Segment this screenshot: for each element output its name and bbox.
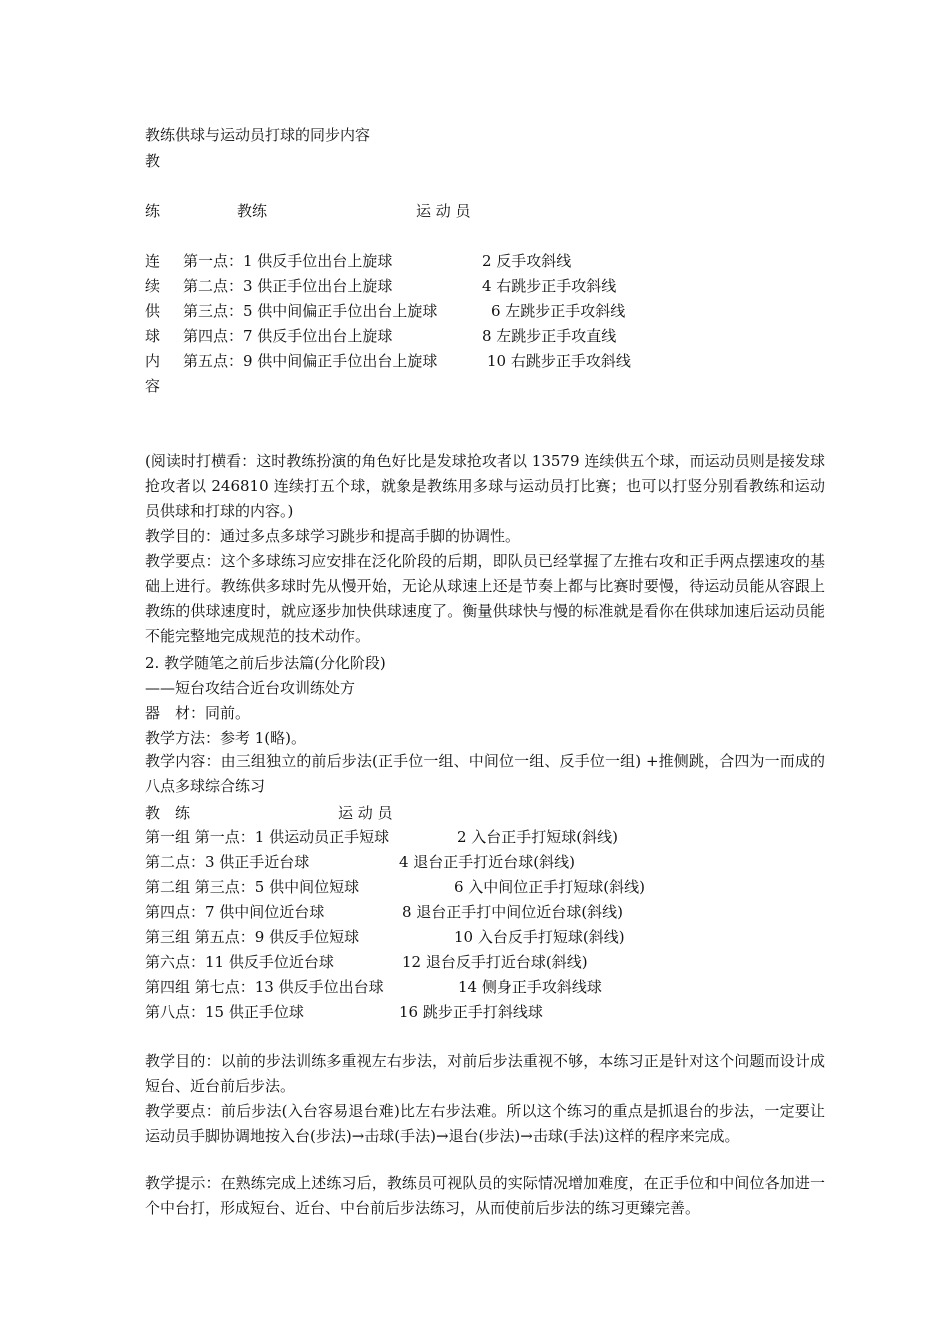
drill-coach-row: 第四点：7 供中间位近台球 — [145, 903, 325, 921]
coach-row: 第四点：7 供反手位出台上旋球 — [183, 327, 393, 345]
side-label-coach-1: 教 — [145, 152, 161, 170]
athlete-row: 4 右跳步正手攻斜线 — [482, 277, 617, 295]
teaching-purpose-1: 教学目的：通过多点多球学习跳步和提高手脚的协调性。 — [145, 527, 521, 545]
athlete-row: 8 左跳步正手攻直线 — [482, 327, 617, 345]
coach-row: 第五点：9 供中间偏正手位出台上旋球 — [183, 352, 438, 370]
coach-row: 第三点：5 供中间偏正手位出台上旋球 — [183, 302, 438, 320]
drill-athlete-row: 8 退台正手打中间位近台球(斜线) — [402, 903, 624, 921]
header-athlete: 运 动 员 — [416, 202, 471, 220]
section2-header-coach: 教 练 — [145, 804, 191, 822]
drill-athlete-row: 16 跳步正手打斜线球 — [399, 1003, 543, 1021]
reading-note-paragraph: (阅读时打横看：这时教练扮演的角色好比是发球抢攻者以 13579 连续供五个球，而运动员则是接发球抢攻者以 246810 连续打五个球，就象是教练用多球与运动员打比赛；也可以打竖分别看教练和运动员供球和打球的内容。) — [145, 452, 825, 520]
drill-coach-row: 第三组 第五点：9 供反手位短球 — [145, 928, 360, 946]
equipment-line: 器 材：同前。 — [145, 704, 251, 722]
drill-coach-row: 第一组 第一点：1 供运动员正手短球 — [145, 828, 390, 846]
drill-athlete-row: 6 入中间位正手打短球(斜线) — [454, 878, 646, 896]
drill-athlete-row: 12 退台反手打近台球(斜线) — [402, 953, 588, 971]
coach-row: 第一点：1 供反手位出台上旋球 — [183, 252, 393, 270]
teaching-tips: 教学提示：在熟练完成上述练习后，教练员可视队员的实际情况增加难度，在正手位和中间位各加进一个中台打，形成短台、近台、中台前后步法练习，从而使前后步法的练习更臻完善。 — [145, 1174, 825, 1217]
side-label-char: 容 — [145, 377, 161, 395]
section1-title: 教练供球与运动员打球的同步内容 — [145, 126, 371, 144]
drill-coach-row: 第二点：3 供正手近台球 — [145, 853, 310, 871]
teaching-keypoints-2: 教学要点：前后步法(入台容易退台难)比左右步法难。所以这个练习的重点是抓退台的步法，一定要让运动员手脚协调地按入台(步法)→击球(手法)→退台(步法)→击球(手法)这样的程序来完成。 — [145, 1102, 825, 1145]
drill-coach-row: 第四组 第七点：13 供反手位出台球 — [145, 978, 384, 996]
side-label-char: 球 — [145, 327, 161, 345]
drill-coach-row: 第二组 第三点：5 供中间位短球 — [145, 878, 360, 896]
teaching-content-paragraph: 教学内容：由三组独立的前后步法(正手位一组、中间位一组、反手位一组) +推侧跳，合四为一而成的八点多球综合练习 — [145, 752, 825, 795]
section2-subtitle: ——短台攻结合近台攻训练处方 — [145, 679, 356, 697]
side-label-char: 续 — [145, 277, 161, 295]
section2-header-athlete: 运 动 员 — [338, 804, 393, 822]
teaching-method-line: 教学方法：参考 1(略)。 — [145, 729, 307, 747]
side-label-char: 连 — [145, 252, 161, 270]
section2-title: 2. 教学随笔之前后步法篇(分化阶段) — [145, 654, 386, 672]
drill-athlete-row: 2 入台正手打短球(斜线) — [457, 828, 619, 846]
athlete-row: 6 左跳步正手攻斜线 — [491, 302, 626, 320]
coach-row: 第二点：3 供正手位出台上旋球 — [183, 277, 393, 295]
drill-athlete-row: 14 侧身正手攻斜线球 — [458, 978, 602, 996]
teaching-keypoints-1: 教学要点：这个多球练习应安排在泛化阶段的后期，即队员已经掌握了左推右攻和正手两点摆速攻的基础上进行。教练供多球时先从慢开始，无论从球速上还是节奏上都与比赛时要慢，待运动员能从容跟上教练的供球速度时，就应逐步加快供球速度了。衡量供球快与慢的标准就是看你在供球加速后运动员能不能完整地完成规范的技术动作。 — [145, 552, 825, 645]
header-coach: 教练 — [237, 202, 268, 220]
drill-coach-row: 第八点：15 供正手位球 — [145, 1003, 304, 1021]
athlete-row: 2 反手攻斜线 — [482, 252, 572, 270]
athlete-row: 10 右跳步正手攻斜线 — [487, 352, 631, 370]
teaching-purpose-2: 教学目的：以前的步法训练多重视左右步法，对前后步法重视不够，本练习正是针对这个问题而设计成短台、近台前后步法。 — [145, 1052, 825, 1095]
side-label-char: 供 — [145, 302, 161, 320]
drill-coach-row: 第六点：11 供反手位近台球 — [145, 953, 334, 971]
drill-athlete-row: 4 退台正手打近台球(斜线) — [399, 853, 576, 871]
side-label-coach-2: 练 — [145, 202, 161, 220]
drill-athlete-row: 10 入台反手打短球(斜线) — [454, 928, 625, 946]
side-label-char: 内 — [145, 352, 161, 370]
